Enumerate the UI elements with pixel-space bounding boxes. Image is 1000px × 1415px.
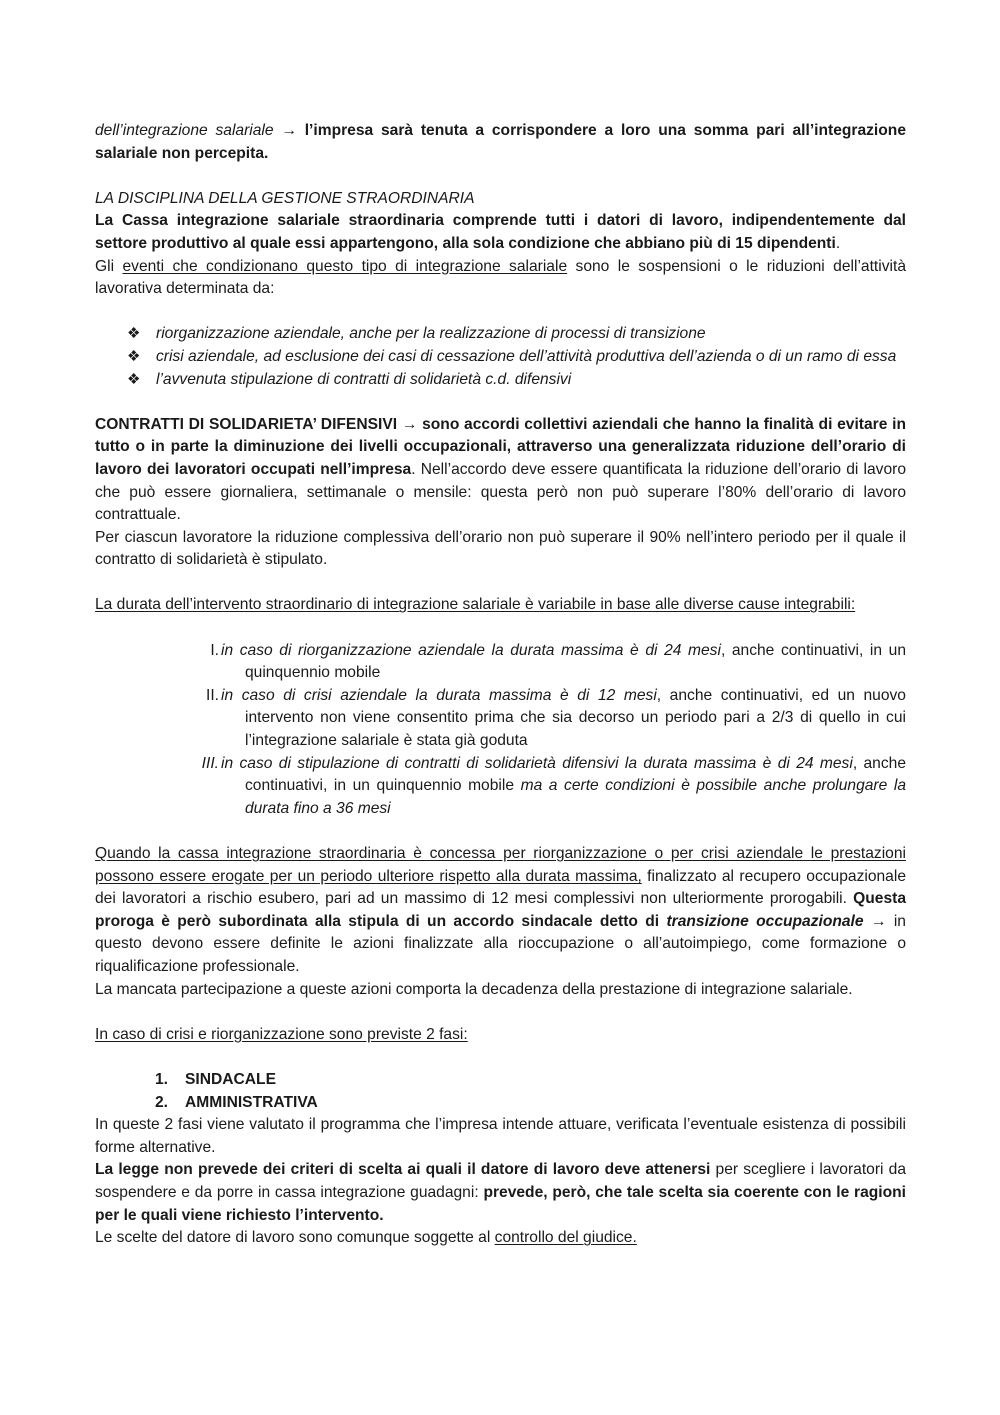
list-item: III. in caso di stipulazione di contratti di solidarietà difensivi la durata massima è di 24 mesi, anche continuativi, in un quinquennio mobile ma a certe condizioni è possibile anche prolungare la durata fino a 36 mesi	[201, 754, 906, 817]
paragraph-fasi	[95, 1024, 906, 1047]
roman-list	[95, 640, 906, 821]
diamond-bullet-icon: ❖	[127, 325, 141, 343]
arrow-icon: →	[863, 912, 887, 930]
list-item: I. in caso di riorganizzazione aziendale la durata massima è di 24 mesi, anche continuativi, in un quinquennio mobile	[210, 641, 906, 682]
arrow-icon: →	[401, 415, 418, 433]
list-item: ❖ riorganizzazione aziendale, anche per la realizzazione di processi di transizione	[95, 323, 906, 346]
paragraph-controllo-giudice: Le scelte del datore di lavoro sono comunque soggette al controllo del giudice.	[95, 1229, 637, 1247]
paragraph-decadenza: La mancata partecipazione a queste azioni comporta la decadenza della prestazione di integrazione salariale.	[95, 980, 853, 998]
paragraph-proroga: Quando la cassa integrazione straordinaria è concessa per riorganizzazione o per crisi aziendale le prestazioni possono essere erogate per un periodo ulteriore rispetto alla durata massima, finalizzato al recupero occupazionale dei lavoratori a rischio esubero, pari ad un massimo di 12 mesi complessivi non ulteriormente prorogabili. Questa proroga è però subordinata alla stipula di un accordo sindacale detto di transizione occupazionale → in questo devono essere definite le azioni finalizzate alla rioccupazione o all’autoimpiego, come formazione o riqualificazione professionale.	[95, 845, 906, 975]
list-item: ❖ crisi aziendale, ad esclusione dei casi di cessazione dell’attività produttiva dell’azienda o di un ramo di essa	[95, 346, 906, 369]
list-item: ❖ l’avvenuta stipulazione di contratti di solidarietà c.d. difensivi	[95, 369, 906, 392]
bullet-list	[95, 323, 906, 391]
text-bold: La Cassa integrazione salariale straordinaria comprende tutti i datori di lavoro, indipendentemente dal settore produttivo al quale essi appartengono, alla sola condizione che abbiano più di 15 dipendenti	[95, 212, 906, 252]
list-item: II. in caso di crisi aziendale la durata massima è di 12 mesi, anche continuativi, ed un nuovo intervento non viene consentito prima che sia decorso un periodo pari a 2/3 di quello in cui l’integrazione salariale è stata già goduta	[206, 686, 906, 750]
diamond-bullet-icon: ❖	[127, 370, 141, 388]
paragraph-eventi: Gli eventi che condizionano questo tipo di integrazione salariale sono le sospensioni o le riduzioni dell’attività lavorativa determinata da:	[95, 257, 906, 298]
heading-text: LA DISCIPLINA DELLA GESTIONE STRAORDINARIA	[95, 189, 475, 207]
paragraph-cassa-straordinaria: La Cassa integrazione salariale straordinaria comprende tutti i datori di lavoro, indipendentemente dal settore produttivo al quale essi appartengono, alla sola condizione che abbiano più di 15 dipendenti.	[95, 212, 906, 252]
text-italic: dell’integrazione salariale	[95, 122, 282, 139]
paragraph-riduzione-orario: Per ciascun lavoratore la riduzione complessiva dell’orario non può superare il 90% nell’intero periodo per il quale il contratto di solidarietà è stipulato.	[95, 528, 906, 569]
phases-list	[95, 1069, 906, 1114]
text-underlined: In caso di crisi e riorganizzazione sono previste 2 fasi:	[95, 1025, 468, 1043]
text-underlined: La durata dell’intervento straordinario di integrazione salariale è variabile in base alle diverse cause integrabili:	[95, 596, 856, 614]
text-underlined: Quando la cassa integrazione straordinaria è concessa per riorganizzazione o per crisi aziendale le prestazioni possono essere erogate per un periodo ulteriore rispetto alla durata massima,	[95, 845, 906, 885]
section-heading	[95, 188, 906, 211]
paragraph-programma: In queste 2 fasi viene valutato il programma che l’impresa intende attuare, verificata l’eventuale esistenza di possibili forme alternative.	[95, 1116, 906, 1156]
text-bold: l’impresa sarà tenuta a corrispondere a loro una somma pari all’integrazione salariale non percepita.	[95, 122, 906, 162]
list-item: 1. SINDACALE	[155, 1070, 276, 1088]
document-page	[95, 120, 906, 1250]
paragraph-intro	[95, 120, 906, 165]
diamond-bullet-icon: ❖	[127, 347, 141, 365]
list-item: 2. AMMINISTRATIVA	[155, 1093, 318, 1111]
text-underlined: controllo del giudice.	[494, 1229, 637, 1247]
paragraph-contratti-solidarieta: CONTRATTI DI SOLIDARIETA’ DIFENSIVI → sono accordi collettivi aziendali che hanno la finalità di evitare in tutto o in parte la diminuzione dei livelli occupazionali, attraverso una generalizzata riduzione dell’orario di lavoro dei lavoratori occupati nell’impresa. Nell’accordo deve essere quantificata la riduzione dell’orario di lavoro che può essere giornaliera, settimanale o mensile: questa però non può superare l’80% dell’orario di lavoro contrattuale.	[95, 415, 906, 524]
text-underlined: eventi che condizionano questo tipo di integrazione salariale	[122, 257, 568, 275]
arrow-icon: →	[281, 122, 297, 139]
paragraph-durata	[95, 594, 906, 617]
paragraph-criteri-scelta: La legge non prevede dei criteri di scelta ai quali il datore di lavoro deve attenersi per scegliere i lavoratori da sospendere e da porre in cassa integrazione guadagni: prevede, però, che tale scelta sia coerente con le ragioni per le quali viene richiesto l’intervento.	[95, 1161, 906, 1224]
